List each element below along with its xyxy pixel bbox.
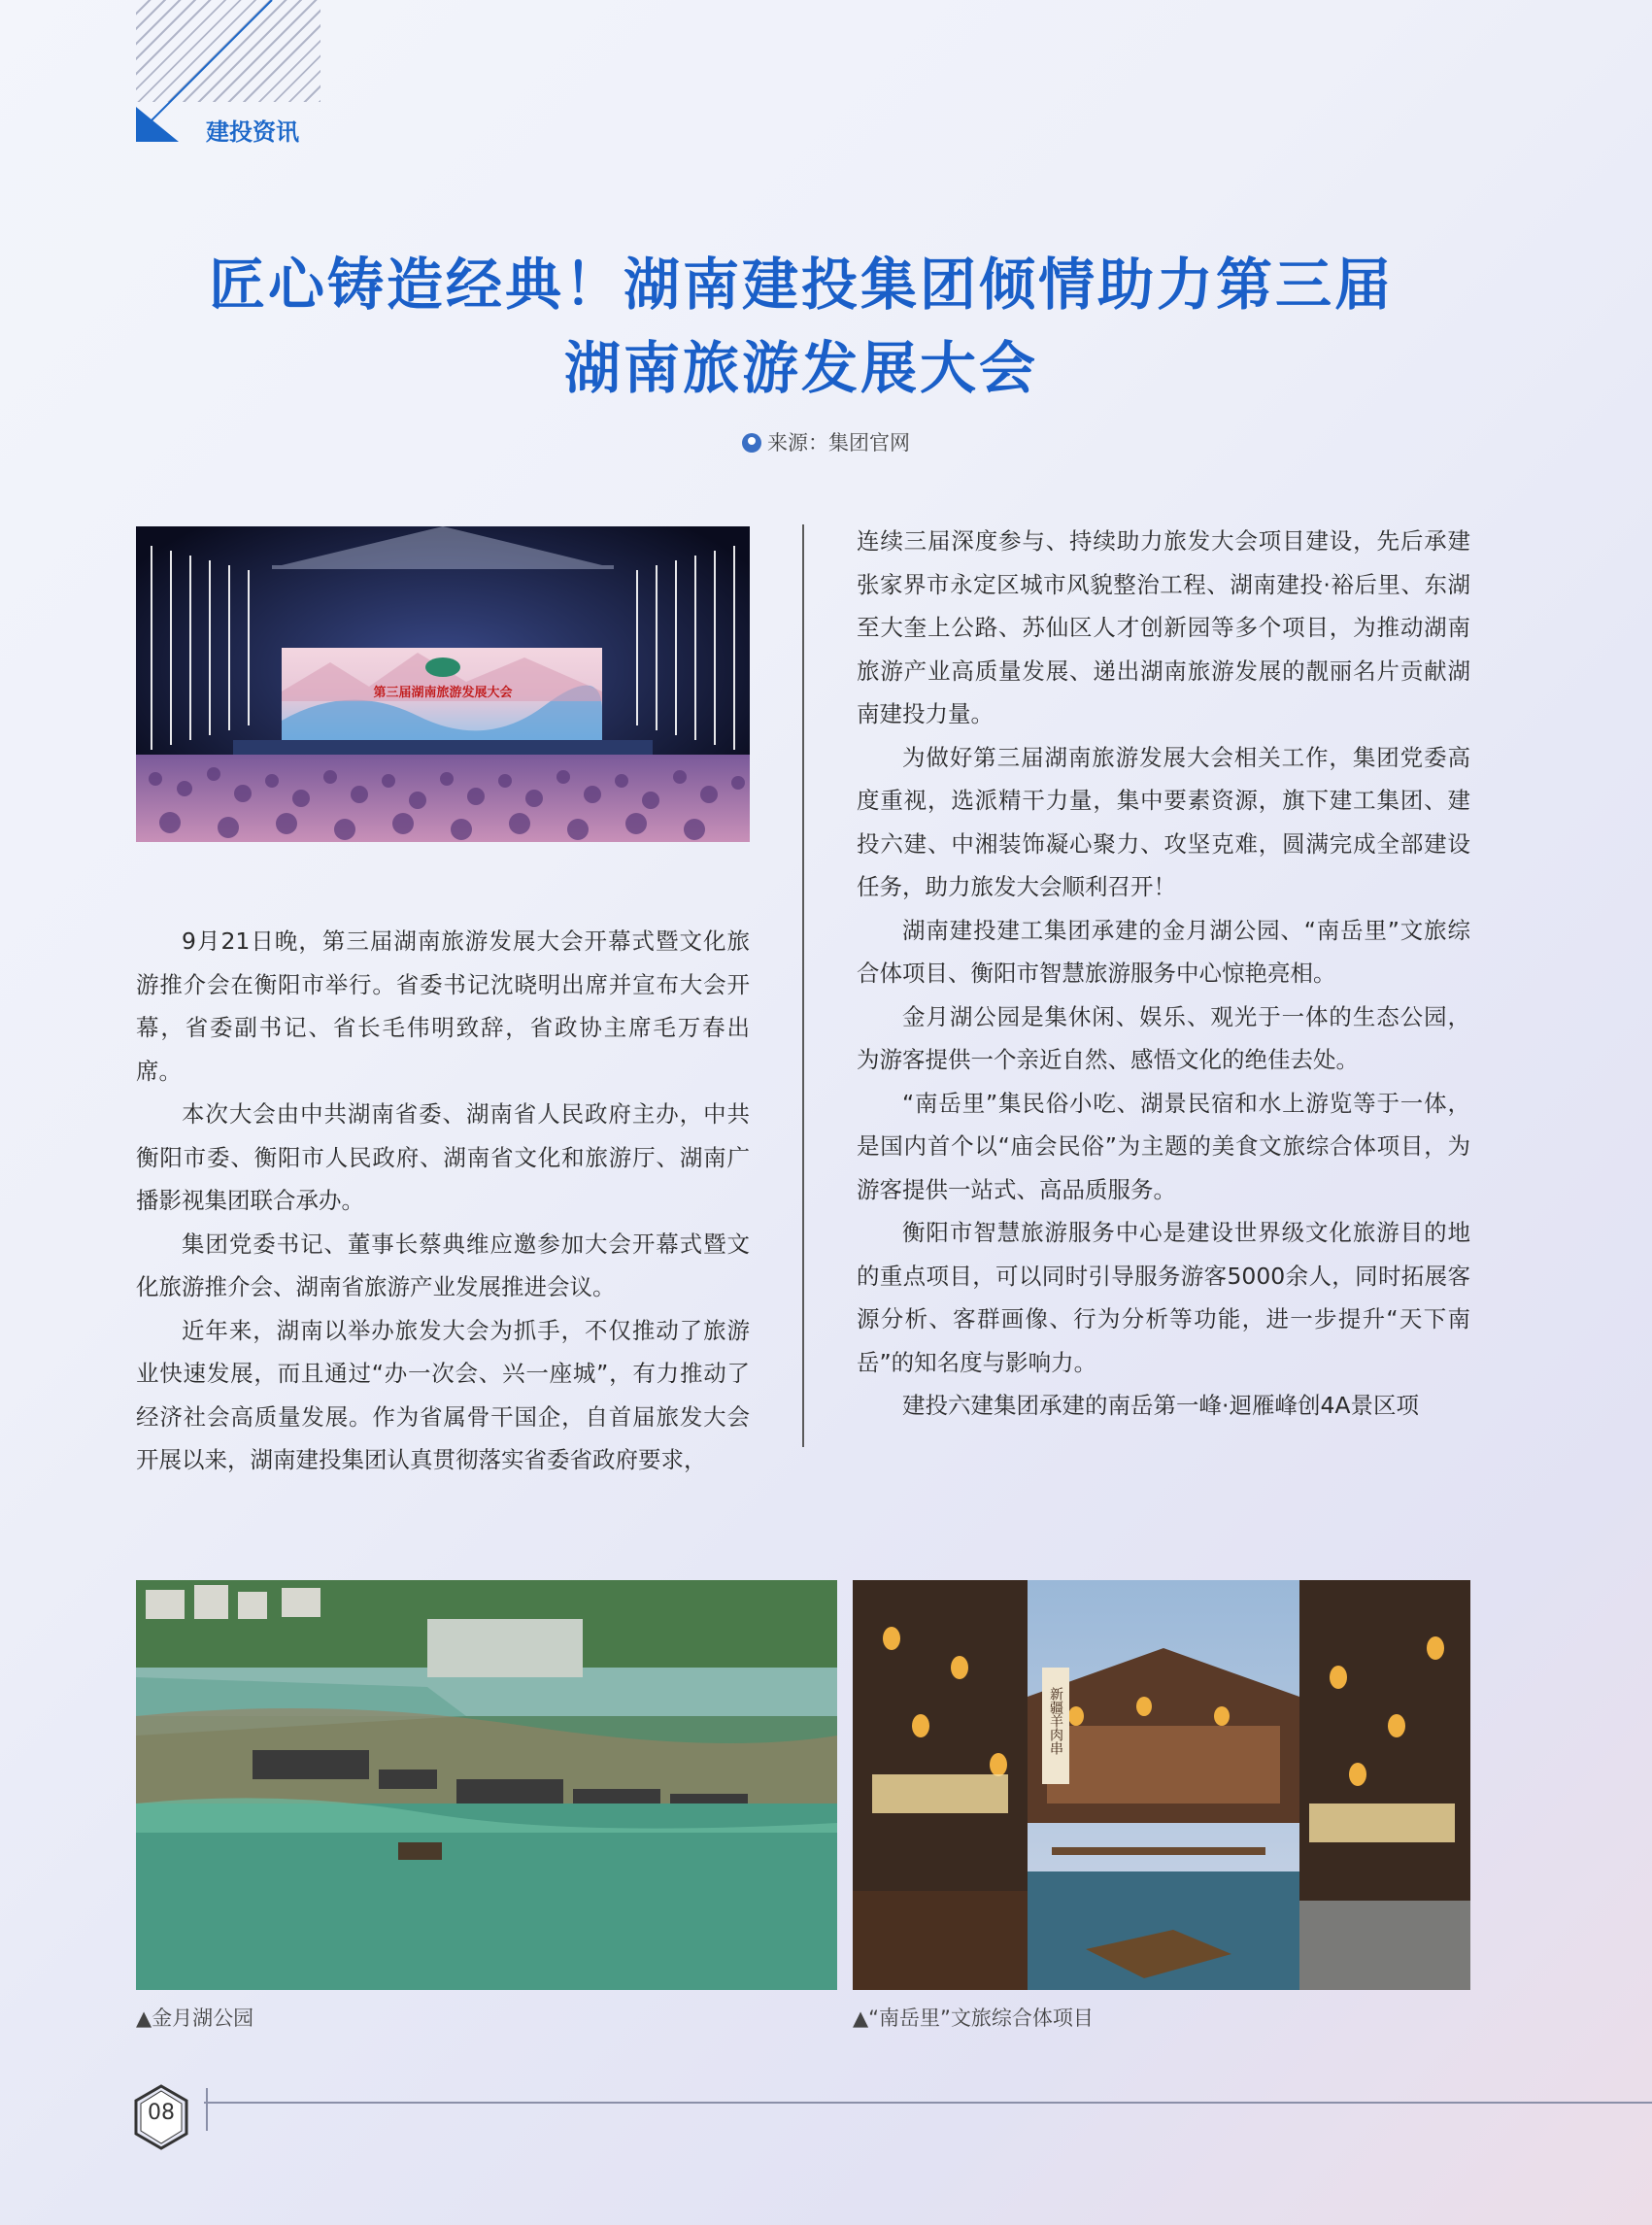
footer-rule <box>204 2102 1652 2104</box>
paragraph: 金月湖公园是集休闲、娱乐、观光于一体的生态公园，为游客提供一个亲近自然、感悟文化的绝佳去处。 <box>857 1002 1470 1073</box>
page-number: 08 <box>148 2101 175 2125</box>
shop-sign-text: 新疆羊肉串 <box>1048 1687 1063 1755</box>
paragraph: 湖南建投建工集团承建的金月湖公园、“南岳里”文旅综合体项目、衡阳市智慧旅游服务中心惊艳亮相。 <box>857 916 1470 987</box>
caption-jinyue-lake: ▲金月湖公园 <box>136 2006 254 2030</box>
nanyueli-complex-photo <box>853 1580 1470 1990</box>
article-title <box>136 243 1467 410</box>
caption-nanyueli: ▲“南岳里”文旅综合体项目 <box>853 2006 1094 2030</box>
title-line-1: 匠心铸造经典！湖南建投集团倾情助力第三届 <box>208 252 1394 318</box>
paragraph: 本次大会由中共湖南省委、湖南省人民政府主办，中共衡阳市委、衡阳市人民政府、湖南省文化和旅游厅、湖南广播影视集团联合承办。 <box>136 1100 750 1214</box>
jinyue-lake-park-photo <box>136 1580 837 1990</box>
section-label: 建投资讯 <box>206 118 299 146</box>
article-right-column <box>857 520 1470 1428</box>
column-divider <box>802 524 804 1447</box>
title-line-2: 湖南旅游发展大会 <box>563 335 1038 401</box>
article-source <box>0 427 1652 456</box>
ceremony-photo <box>136 526 750 842</box>
user-icon <box>742 433 761 453</box>
paragraph: 集团党委书记、董事长蔡典维应邀参加大会开幕式暨文化旅游推介会、湖南省旅游产业发展推进会议。 <box>136 1230 750 1300</box>
stage-banner-text: 第三届湖南旅游发展大会 <box>373 686 513 700</box>
section-marker-icon <box>136 107 179 142</box>
footer-tick <box>206 2088 208 2131</box>
paragraph: “南岳里”集民俗小吃、湖景民宿和水上游览等于一体，是国内首个以“庙会民俗”为主题的美食文旅综合体项目，为游客提供一站式、高品质服务。 <box>857 1089 1470 1203</box>
paragraph: 为做好第三届湖南旅游发展大会相关工作，集团党委高度重视，选派精干力量，集中要素资源，旗下建工集团、建投六建、中湘装饰凝心聚力、攻坚克难，圆满完成全部建设任务，助力旅发大会顺利召开！ <box>857 743 1470 900</box>
paragraph: 衡阳市智慧旅游服务中心是建设世界级文化旅游目的地的重点项目，可以同时引导服务游客5000余人，同时拓展客源分析、客群画像、行为分析等功能，进一步提升“天下南岳”的知名度与影响力。 <box>857 1219 1470 1376</box>
paragraph: 建投六建集团承建的南岳第一峰·迴雁峰创4A景区项 <box>902 1392 1419 1419</box>
paragraph: 9月21日晚，第三届湖南旅游发展大会开幕式暨文化旅游推介会在衡阳市举行。省委书记沈晓明出席并宣布大会开幕，省委副书记、省长毛伟明致辞，省政协主席毛万春出席。 <box>136 927 750 1085</box>
paragraph: 近年来，湖南以举办旅发大会为抓手，不仅推动了旅游业快速发展，而且通过“办一次会、兴一座城”，有力推动了经济社会高质量发展。作为省属骨干国企，自首届旅发大会开展以来，湖南建投集团认真贯彻落实省委省政府要求， <box>136 1316 750 1473</box>
source-text: 来源：集团官网 <box>767 431 910 455</box>
article-left-column <box>136 920 750 1482</box>
paragraph-continued: 连续三届深度参与、持续助力旅发大会项目建设，先后承建张家界市永定区城市风貌整治工程、湖南建投·裕后里、东湖至大奎上公路、苏仙区人才创新园等多个项目，为推动湖南旅游产业高质量发展、递出湖南旅游发展的靓丽名片贡献湖南建投力量。 <box>857 527 1470 727</box>
